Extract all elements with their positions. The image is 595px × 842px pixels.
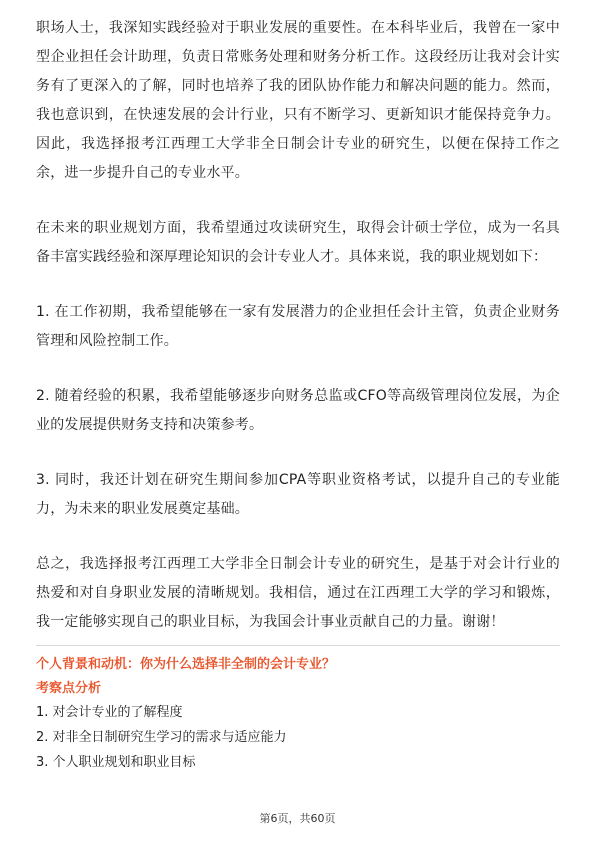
- paragraph-conclusion: 总之，我选择报考江西理工大学非全日制会计专业的研究生，是基于对会计行业的热爱和对自身职业发展的清晰规划。我相信，通过在江西理工大学的学习和锻炼，我一定能够实现自己的职业目标，为我国会计事业贡献自己的力量。谢谢！: [36, 556, 560, 630]
- analysis-title: 考察点分析: [36, 681, 102, 696]
- paragraph-background: 职场人士，我深知实践经验对于职业发展的重要性。在本科毕业后，我曾在一家中型企业担任会计助理，负责日常账务处理和财务分析工作。这段经历让我对会计实务有了更深入的了解，同时也培养了我的团队协作能力和解决问题的能力。然而，我也意识到，在快速发展的会计行业，只有不断学习、更新知识才能保持竞争力。因此，我选择报考江西理工大学非全日制会计专业的研究生，以便在保持工作之余，进一步提升自己的专业水平。: [36, 20, 560, 181]
- page-number: 第6页，共60页: [259, 812, 336, 825]
- analysis-point: 2. 对非全日制研究生学习的需求与适应能力: [36, 730, 287, 745]
- paragraph-plan-item-3: 3. 同时，我还计划在研究生期间参加CPA等职业资格考试，以提升自己的专业能力，为未来的职业发展奠定基础。: [36, 472, 560, 517]
- paragraph-plan-item-2: 2. 随着经验的积累，我希望能够逐步向财务总监或CFO等高级管理岗位发展，为企业的发展提供财务支持和决策参考。: [36, 388, 560, 433]
- question-title: 个人背景和动机：你为什么选择非全制的会计专业？: [36, 657, 336, 672]
- analysis-point: 3. 个人职业规划和职业目标: [36, 755, 196, 770]
- analysis-point: 1. 对会计专业的了解程度: [36, 705, 183, 720]
- document-page: [36, 14, 560, 775]
- paragraph-career-plan-intro: 在未来的职业规划方面，我希望通过攻读研究生，取得会计硕士学位，成为一名具备丰富实践经验和深厚理论知识的会计专业人才。具体来说，我的职业规划如下：: [36, 220, 560, 265]
- section-divider: [36, 645, 560, 646]
- paragraph-plan-item-1: 1. 在工作初期，我希望能够在一家有发展潜力的企业担任会计主管，负责企业财务管理和风险控制工作。: [36, 304, 560, 349]
